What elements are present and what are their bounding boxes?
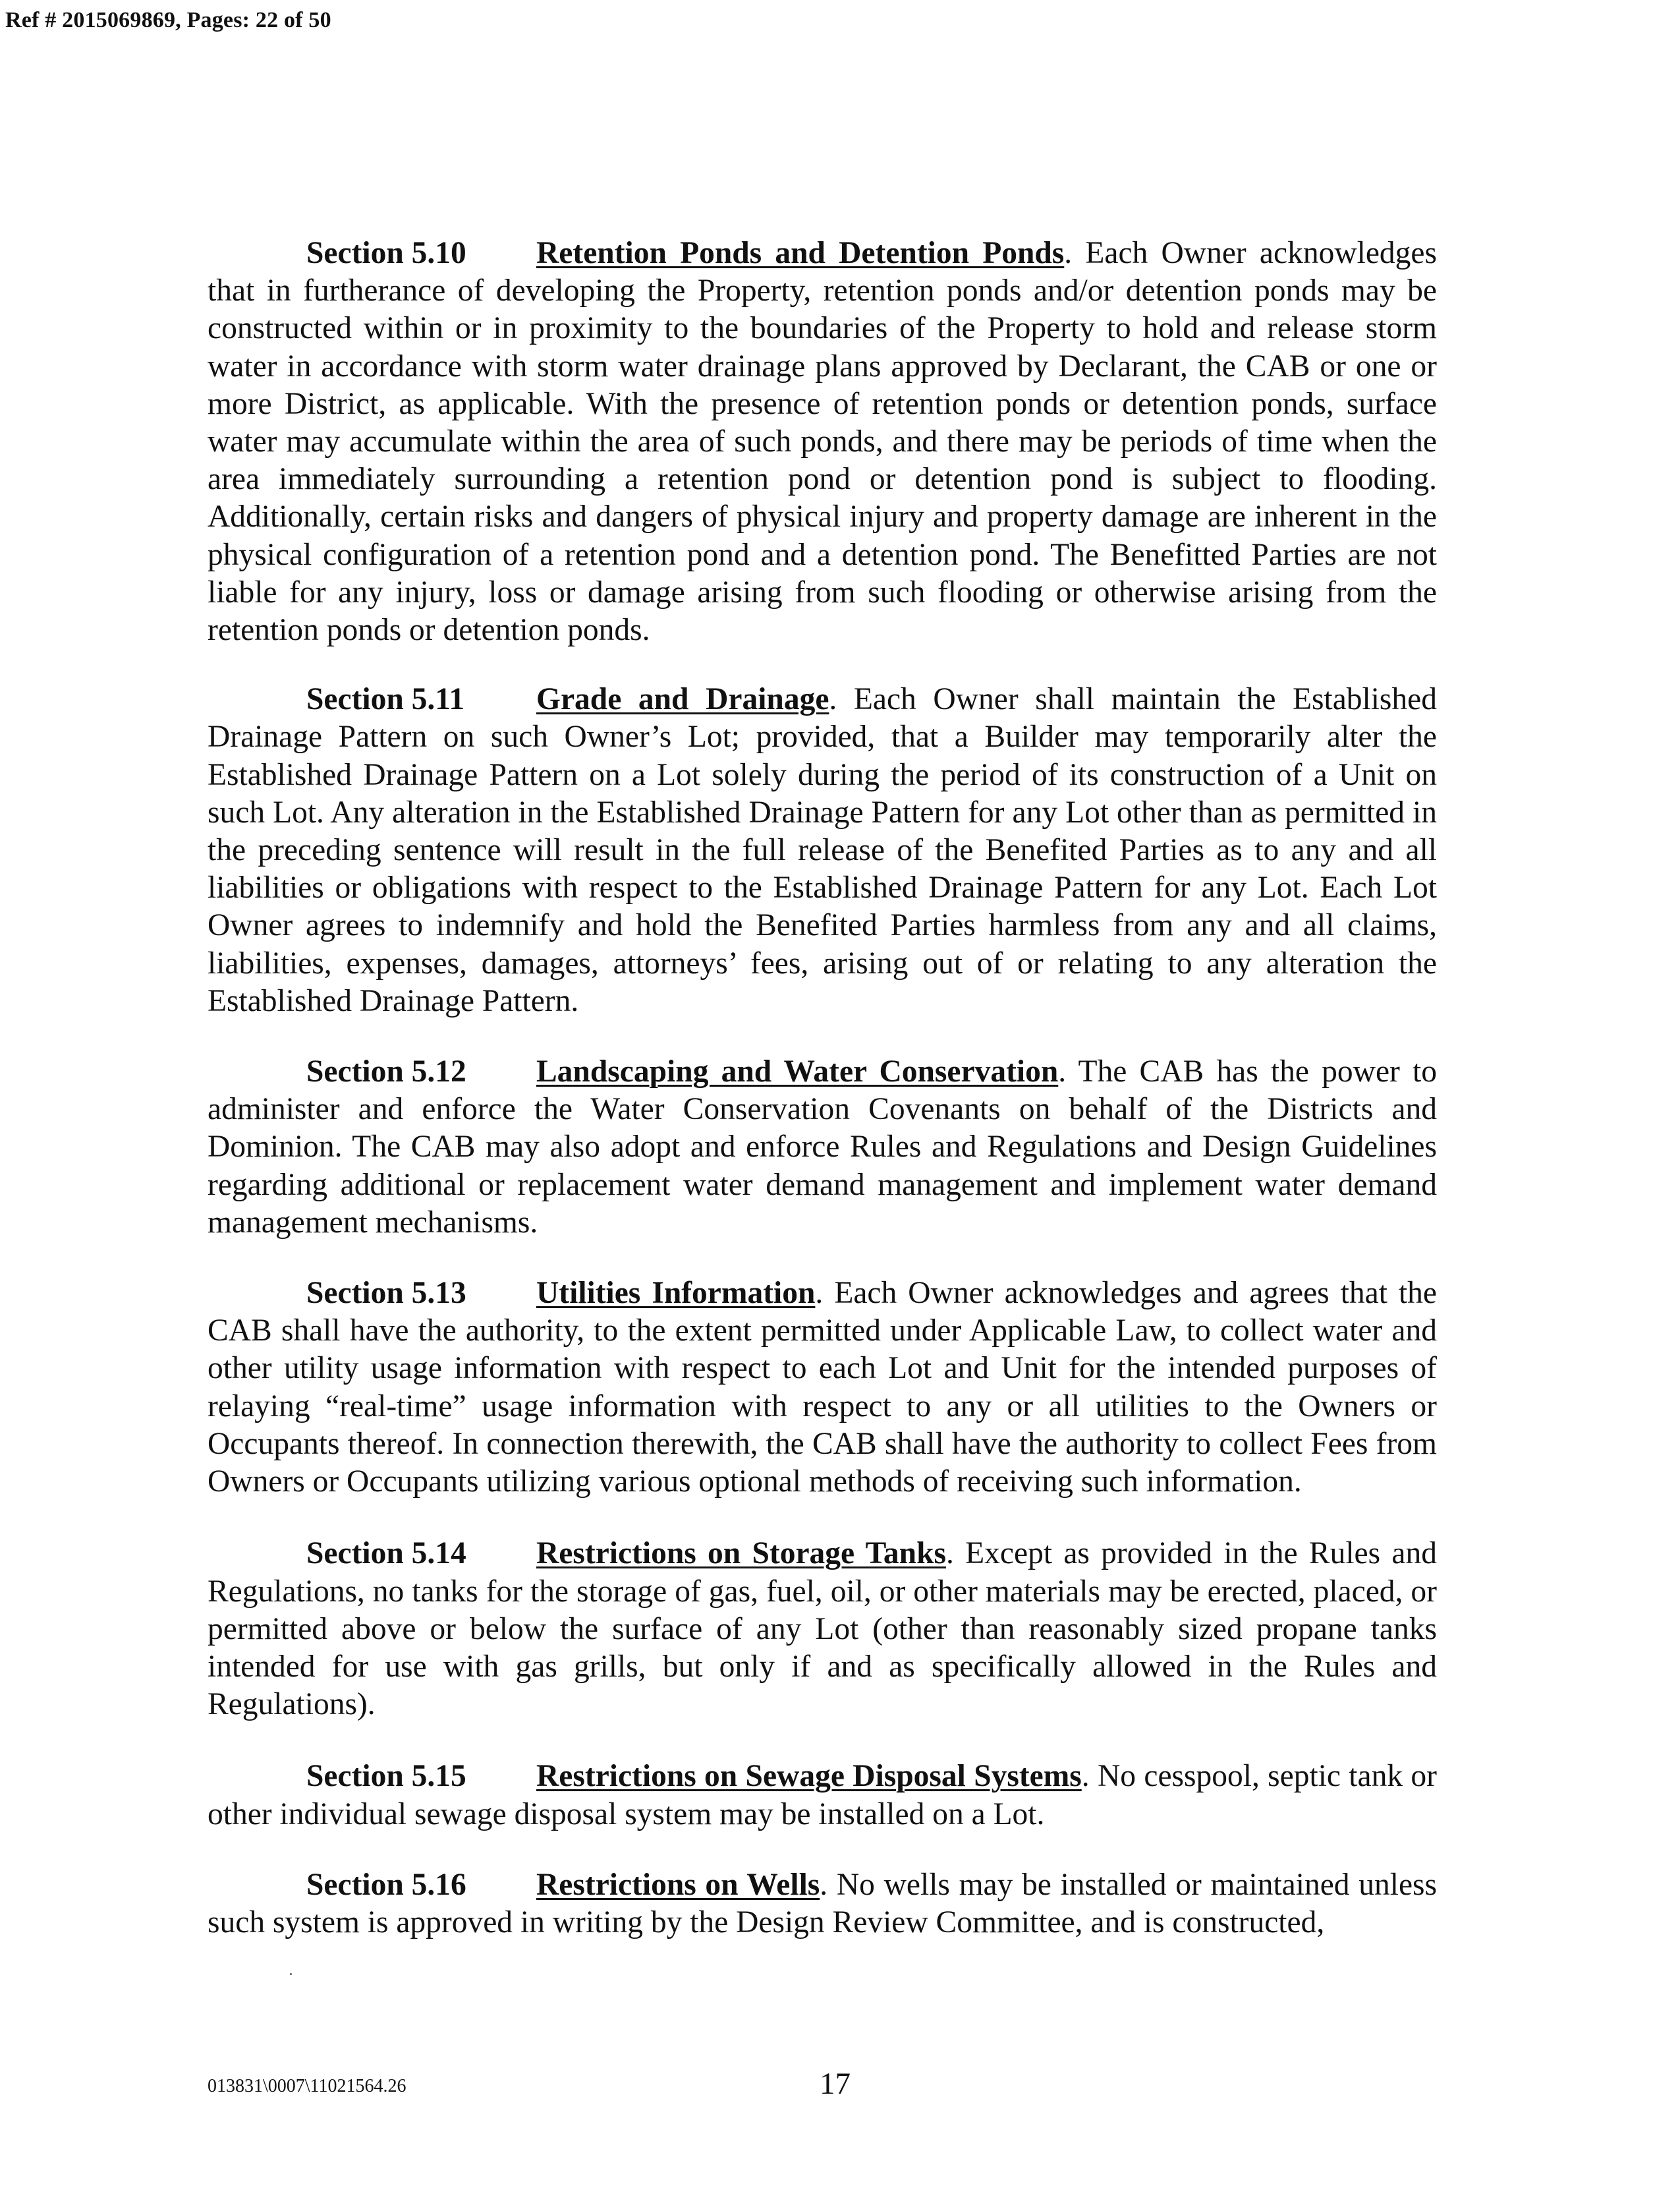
section-title: Grade and Drainage [536,682,829,717]
section-number: Section 5.16 [306,1867,466,1902]
section-text: . Each Owner acknowledges and agrees that the CAB shall have the authority, to the extent permitted under Applicable Law, to collect water and other utility usage information with respect to each Lot and Unit for the intended purposes of relaying “real-time” usage information with respect to any or all utilities to the Owners or Occupants thereof. In connection therewith, the CAB shall have the authority to collect Fees from Owners or Occupants utilizing various optional methods of receiving such information. [208,1276,1437,1499]
scan-speck [290,1973,292,1975]
section-number: Section 5.14 [306,1536,466,1571]
section-5-14 [208,1535,1437,1723]
section-text: . Except as provided in the Rules and Regulations, no tanks for the storage of gas, fuel, oil, or other materials may be erected, placed, or permitted above or below the surface of any Lot (other than reasonably sized propane tanks intended for use with gas grills, but only if and as specifically allowed in the Rules and Regulations). [208,1536,1437,1722]
section-text: . Each Owner acknowledges that in furtherance of developing the Property, retention ponds and/or detention ponds may be constructed within or in proximity to the boundaries of the Property to hold and release storm water in accordance with storm water drainage plans approved by Declarant, the CAB or one or more District, as applicable. With the presence of retention ponds or detention ponds, surface water may accumulate within the area of such ponds, and there may be periods of time when the area immediately surrounding a retention pond or detention pond is subject to flooding. Additionally, certain risks and dangers of physical injury and property damage are inherent in the physical configuration of a retention pond and a detention pond. The Benefitted Parties are not liable for any injury, loss or damage arising from such flooding or otherwise arising from the retention ponds or detention ponds. [208,236,1437,648]
section-5-16 [208,1866,1437,1941]
page-number: 17 [820,2067,851,2101]
section-title: Restrictions on Storage Tanks [536,1536,946,1571]
document-body [208,235,1437,1974]
section-title: Utilities Information [536,1276,816,1311]
section-5-10 [208,235,1437,649]
section-text: . The CAB has the power to administer and enforce the Water Conservation Covenants on behalf of the Districts and Dominion. The CAB may also adopt and enforce Rules and Regulations and Design Guidelines regarding additional or replacement water demand management and implement water demand management mechanisms. [208,1054,1438,1240]
section-text: . Each Owner shall maintain the Established Drainage Pattern on such Owner’s Lot; provided, that a Builder may temporarily alter the Established Drainage Pattern on a Lot solely during the period of its construction of a Unit on such Lot. Any alteration in the Established Drainage Pattern for any Lot other than as permitted in the preceding sentence will result in the full release of the Benefited Parties as to any and all liabilities or obligations with respect to the Established Drainage Pattern for any Lot. Each Lot Owner agrees to indemnify and hold the Benefited Parties harmless from any and all claims, liabilities, expenses, damages, attorneys’ fees, arising out of or relating to any alteration the Established Drainage Pattern. [208,682,1438,1018]
section-title: Retention Ponds and Detention Ponds [536,236,1065,270]
section-title: Restrictions on Wells [536,1867,820,1902]
section-number: Section 5.10 [306,236,466,270]
section-5-12 [208,1053,1437,1242]
recording-reference: Ref # 2015069869, Pages: 22 of 50 [5,8,331,32]
section-5-15 [208,1758,1437,1833]
section-5-11 [208,681,1437,1020]
section-title: Landscaping and Water Conservation [536,1054,1059,1089]
section-5-13 [208,1275,1437,1501]
section-number: Section 5.11 [306,682,465,717]
section-text: . No wells may be installed or maintained unless such system is approved in writing by the Design Review Committee, and is constructed, [208,1867,1437,1939]
section-number: Section 5.12 [306,1054,466,1089]
section-number: Section 5.13 [306,1276,466,1311]
section-text: . No cesspool, septic tank or other individual sewage disposal system may be installed on a Lot. [208,1759,1437,1831]
section-title: Restrictions on Sewage Disposal Systems [536,1759,1082,1794]
section-number: Section 5.15 [306,1759,466,1794]
document-id: 013831\0007\11021564.26 [208,2076,406,2096]
